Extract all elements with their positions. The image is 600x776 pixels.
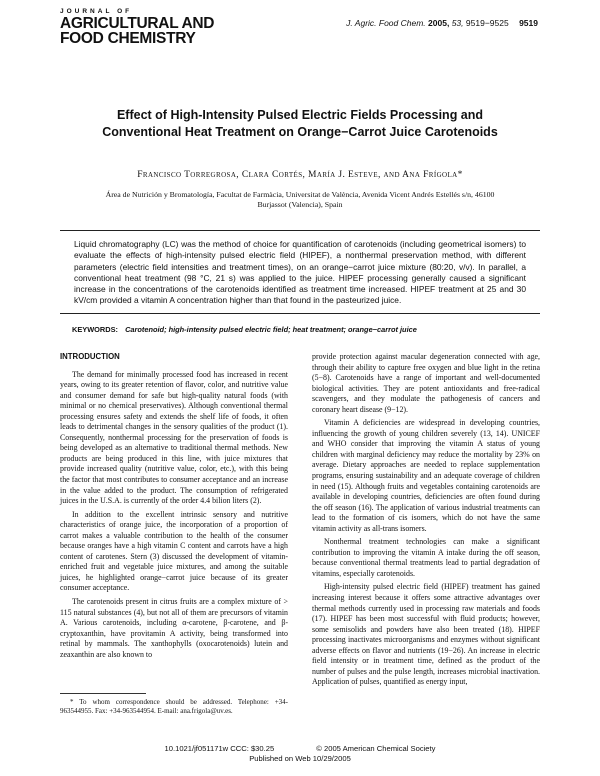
intro-paragraph-3: The carotenoids present in citrus fruits are a complex mixture of > 115 natural substances (4), but not all of them are precursors of vitamin A. Various carotenoids, including α-carotene, β-carotene, and β-cryptoxanthin, have provitamin A activity, being transformed into retinal by mammals. The xanthophylls (oxocarotenoids) lutein and zeaxanthin are also known to bbox=[60, 597, 288, 659]
doi-line: 10.1021/jf051171w CCC: $30.25 bbox=[164, 744, 275, 753]
section-heading-introduction: INTRODUCTION bbox=[60, 352, 120, 361]
intro-paragraph-5: Vitamin A deficiencies are widespread in developing countries, influencing the growth of young children severely (13, 14). UNICEF and WHO consider that improving the vitamin A status of young children with marginal deficiency may reduce the mortality by 23% on average. Dietary approaches are needed to replace supplementation programs, ensuring sustainability and an adequate coverage of children in need (15). Although fruits and vegetables containing carotenoids are available in developing countries, deficiencies are often found during the off season (16). The application of various industrial treatments can lead to the formation of cis isomers, which do not have the same vitamin activity as all-trans isomers. bbox=[312, 418, 540, 533]
footnote-divider bbox=[60, 693, 146, 694]
page-footer bbox=[60, 744, 540, 763]
masthead-line1: JOURNAL OF bbox=[60, 8, 133, 15]
intro-paragraph-6: Nonthermal treatment technologies can make a significant contribution to improving the vitamin A intake during the off season, because conventional thermal treatments lead to partial degradation of vitamins, especially carotenoids. bbox=[312, 537, 540, 578]
author-list: Francisco Torregrosa, Clara Cortés, María J. Esteve, and Ana Frígola* bbox=[137, 170, 463, 180]
intro-paragraph-1: The demand for minimally processed food has increased in recent years, owing to its greater retention of flavor, color, and nutritive value and consumer demand for safe but high-quality natural foods (with minimal or no chemical preservatives). Although conventional thermal processing ensures safety and extends the shelf life of foods, it often leads to detrimental changes in the sensory qualities of the product (1). Consequently, nonthermal processing for the preservation of foods is being developed as an alternative to traditional thermal methods. New products are being produced in this line, with juice mixtures that provide increased quality (nutritive value, color, etc.), with this being the factor that most contributes to consumer acceptance and an increase in the value added to the product. The consumption of refrigerated juices in the U.S.A. is currently of the order 4.4 bilion liters (2). bbox=[60, 369, 288, 506]
abstract-text: Liquid chromatography (LC) was the method of choice for quantification of carotenoids (including geometrical isomers) to evaluate the effects of high-intensity pulsed electric field (HIPEF), a nonthermal preservation method, with different parameters (electric field intensities and treatment times), on an orange−carrot juice mixture (80:20, v/v). In parallel, a conventional heat treatment (98 °C, 21 s) was applied to the juice. HIPEF processing generally caused a significant increase in the concentrations of the carotenoids identified as treatment time increased. HIPEF treatment at 25 and 30 kV/cm provided a vitamin A concentration higher than that found in the pasteurized juice. bbox=[74, 239, 526, 306]
citation-header bbox=[346, 18, 538, 28]
keywords bbox=[72, 325, 542, 334]
article-title: Effect of High-Intensity Pulsed Electric Fields Processing and Conventional Heat Treatment on Orange−Carrot Juice Carotenoids bbox=[102, 108, 498, 139]
intro-paragraph-2: In addition to the excellent intrinsic sensory and nutritive characteristics of orange juice, the incorporation of a proportion of carrot makes a valuable contribution to the health of the consumer because oranges have a high vitamin C content and carrots have a high content of carotenes. Stern (3) discussed the development of vitamin-enriched fruit and vegetable juice mixtures, and among the suitable juices, he highlighted orange−carrot juice because of its greater consumer acceptance. bbox=[60, 509, 288, 593]
journal-abbrev: J. Agric. Food Chem. bbox=[346, 18, 426, 28]
affiliation: Área de Nutrición y Bromatología, Facultat de Farmàcia, Universitat de València, Avenida Vicent Andrés Estellés s/n, 46100 Burjassot (Valencia), Spain bbox=[105, 190, 495, 209]
left-column bbox=[60, 352, 288, 660]
masthead-line3: FOOD CHEMISTRY bbox=[60, 30, 196, 47]
intro-paragraph-4: provide protection against macular degeneration connected with age, through their ability to capture free oxygen and blue light in the retina (5−8). Carotenoids have a range of important and well-documented biological activities. They are potent antioxidants and free-radical scavengers, and they modulate the pathogenesis of cancers and coronary heart disease (9−12). bbox=[312, 352, 540, 414]
published-date: Published on Web 10/29/2005 bbox=[249, 753, 351, 763]
intro-paragraph-7: High-intensity pulsed electric field (HIPEF) treatment has gained increasing interest because it offers some attractive advantages over thermal methods currently used in processing raw materials and foods (17). HIPEF has been most successful with fluid products; however, some semisolids and powders have also been treated (18). HIPEF processing inactivates microorganisms and enzymes without significant adverse effects on flavor and nutrients (19−26). An increase in electric field intensity or in treatment time, defined as the product of the number of pulses and the pulse length, increases microbial inactivation. Application of pulses, quantified as energy input, bbox=[312, 582, 540, 687]
citation-year: 2005, bbox=[428, 18, 450, 28]
keywords-label: KEYWORDS: bbox=[72, 325, 118, 334]
abstract-box bbox=[60, 230, 540, 314]
keywords-text: Carotenoid; high-intensity pulsed electric field; heat treatment; orange−carrot juice bbox=[125, 325, 417, 334]
copyright-line: © 2005 American Chemical Society bbox=[316, 744, 436, 753]
correspondence-footnote: * To whom correspondence should be addressed. Telephone: +34-963544955. Fax: +34-963544954. E-mail: ana.frigola@uv.es. bbox=[60, 698, 288, 715]
page-number: 9519 bbox=[519, 18, 538, 28]
journal-masthead bbox=[60, 8, 240, 46]
citation-volume: 53, bbox=[451, 18, 464, 28]
right-column bbox=[312, 352, 540, 688]
masthead-line2: AGRICULTURAL AND bbox=[60, 15, 215, 32]
citation-pages: 9519−9525 bbox=[465, 18, 509, 28]
